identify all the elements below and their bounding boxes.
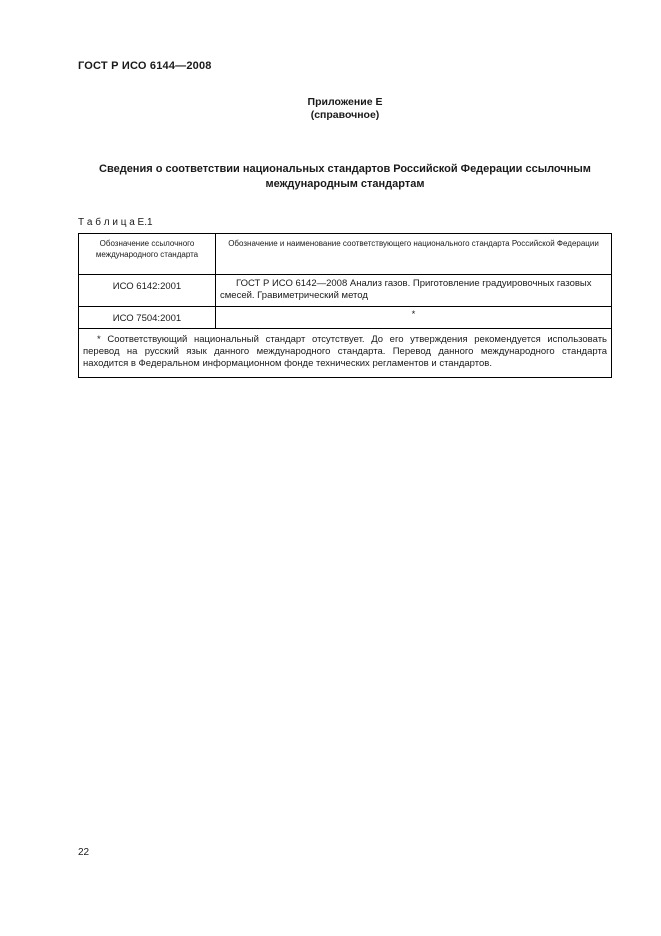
- table-footnote-row: [79, 328, 612, 377]
- cell-iso-6142: ИСО 6142:2001: [79, 274, 216, 306]
- page-content: [78, 0, 612, 378]
- table-caption: Т а б л и ц а Е.1: [78, 216, 153, 228]
- standards-correspondence-table: [78, 233, 612, 378]
- cell-gost-6142: [216, 274, 612, 306]
- cell-iso-7504: ИСО 7504:2001: [79, 306, 216, 328]
- document-code: ГОСТ Р ИСО 6144—2008: [78, 60, 212, 72]
- annex-heading: [78, 96, 612, 122]
- table-footnote-cell: [79, 328, 612, 377]
- annex-type: (справочное): [310, 109, 380, 122]
- cell-asterisk: *: [216, 306, 612, 328]
- header-national-standard: Обозначение и наименование соответствующего национального стандарта Российской Федерации: [216, 233, 612, 274]
- footnote-text: * Соответствующий национальный стандарт отсутствует. До его утверждения рекомендуется использовать перевод на русский язык данного международного стандарта. Перевод данного международного стандарта находится в Федеральном информационном фонде технических регламентов и стандартов.: [83, 333, 607, 370]
- table-row: [79, 306, 612, 328]
- table-header-row: [79, 233, 612, 274]
- page-number: 22: [78, 847, 90, 858]
- annex-label: Приложение Е: [307, 96, 383, 108]
- table-row: [79, 274, 612, 306]
- header-referenced-standard: Обозначение ссылочного международного стандарта: [79, 233, 216, 274]
- section-title: Сведения о соответствии национальных стандартов Российской Федерации ссылочным международным стандартам: [99, 163, 591, 190]
- cell-gost-6142-text: ГОСТ Р ИСО 6142—2008 Анализ газов. Приготовление градуировочных газовых смесей. Гравиметрический метод: [220, 277, 592, 302]
